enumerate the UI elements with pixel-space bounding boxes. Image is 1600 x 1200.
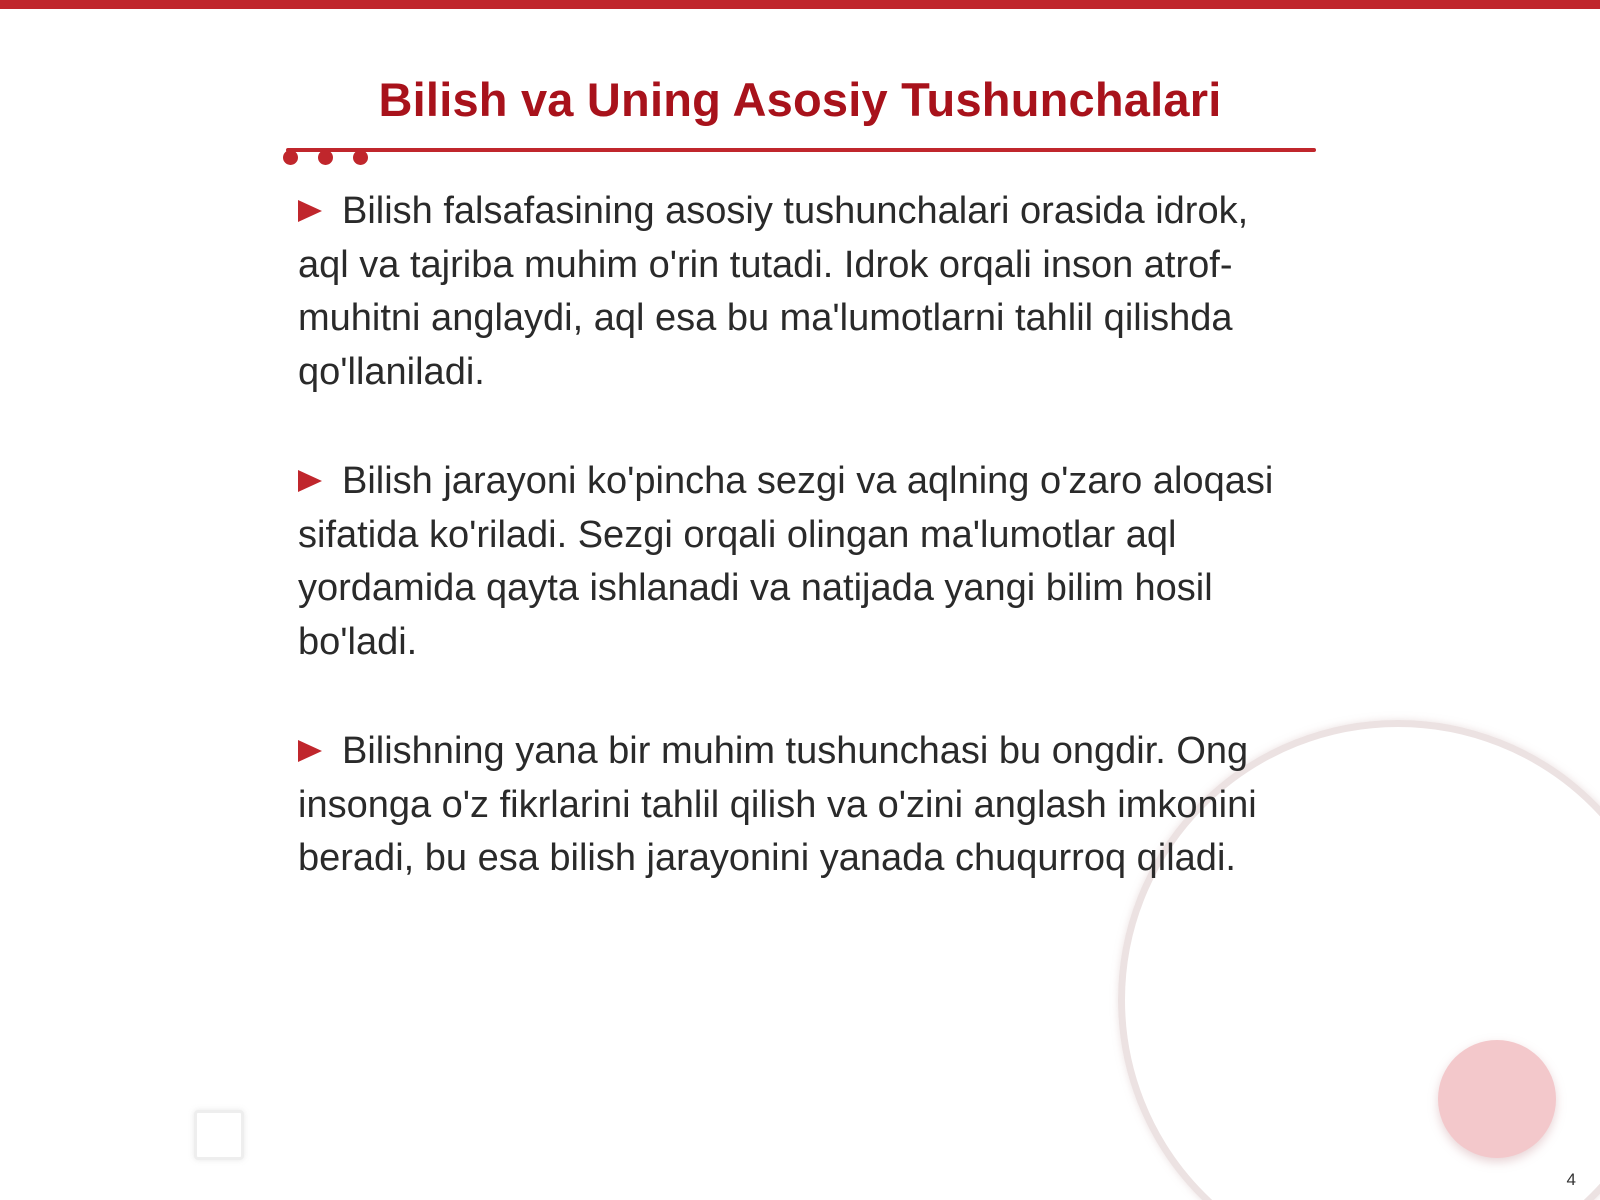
bullet-item — [298, 455, 1288, 669]
title-dot-3 — [353, 150, 368, 165]
bullet-item — [298, 725, 1288, 886]
title-underline — [286, 148, 1316, 152]
slide-title: Bilish va Uning Asosiy Tushunchalari — [378, 73, 1222, 126]
bullet-item — [298, 185, 1288, 399]
bullet-text: Bilish falsafasining asosiy tushunchalari orasida idrok, aql va tajriba muhim o'rin tutadi. Idrok orqali inson atrof-muhitni anglaydi, aql esa bu ma'lumotlarni tahlil qilishda qo'llaniladi. — [298, 190, 1249, 393]
top-accent-bar — [0, 0, 1600, 9]
decorative-pink-circle — [1438, 1040, 1556, 1158]
title-dot-1 — [283, 150, 298, 165]
bullet-list — [298, 185, 1288, 942]
triangle-right-icon — [298, 470, 322, 492]
bullet-text: Bilish jarayoni ko'pincha sezgi va aqlning o'zaro aloqasi sifatida ko'riladi. Sezgi orqali olingan ma'lumotlar aql yordamida qayta ishlanadi va natijada yangi bilim hosil bo'ladi. — [298, 460, 1274, 663]
page-number: 4 — [1566, 1170, 1576, 1189]
triangle-right-icon — [298, 200, 322, 222]
decorative-square — [194, 1110, 244, 1160]
title-dot-2 — [318, 150, 333, 165]
bullet-text: Bilishning yana bir muhim tushunchasi bu ongdir. Ong insonga o'z fikrlarini tahlil qilish va o'zini anglash imkonini beradi, bu esa bilish jarayonini yanada chuqurroq qiladi. — [298, 730, 1257, 879]
triangle-right-icon — [298, 740, 322, 762]
